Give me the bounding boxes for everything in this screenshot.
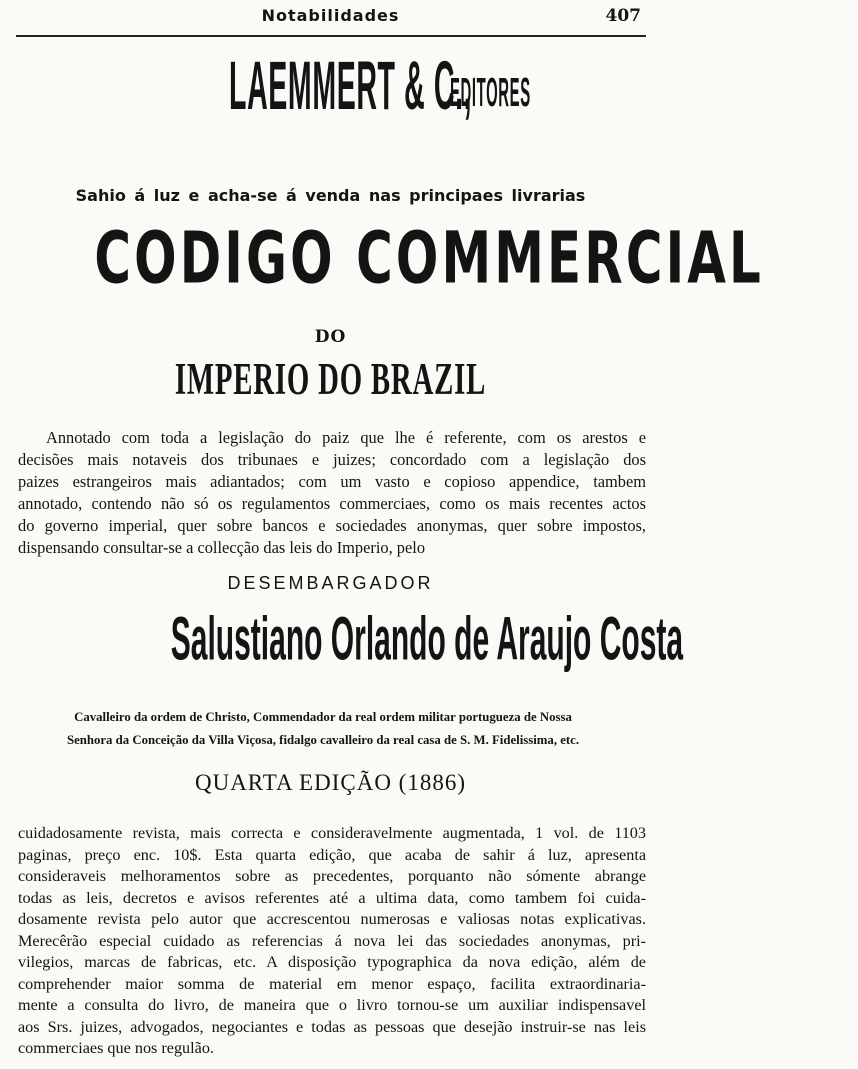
author-name — [0, 604, 684, 674]
header-rule — [16, 35, 646, 37]
edition-line: vilegios, marcas de fabricas, etc. A disposição typographica da nova edição, além de — [18, 953, 646, 971]
edition-line: cuidadosamente revista, mais correcta e consideravelmente augmentada, 1 vol. de 1103 — [18, 824, 646, 842]
honours-line: Cavalleiro da ordem de Christo, Commendador da real ordem militar portugueza de Nossa — [74, 710, 572, 724]
edition-line: dosamente revista pelo autor que accrescentou numerosas e valiosas notas explicativas. — [18, 910, 646, 928]
description-line: paizes estrangeiros mais adiantados; com um vasto e copioso appendice, tambem — [18, 472, 646, 491]
description-line: decisões mais notaveis dos tribunaes e juizes; concordado com a legislação dos — [18, 450, 646, 469]
description-line: dispensando consultar-se a collecção das leis do Imperio, pelo — [18, 538, 426, 557]
running-head — [0, 6, 661, 30]
publisher-role: EDITORES — [450, 70, 532, 117]
edition-line: todas as leis, decretos e avisos referentes até a ultima data, como tambem foi cuida- — [18, 888, 646, 907]
description-line: annotado, contendo não só os regulamentos commerciaes, como os mais recentes actos — [18, 494, 646, 513]
edition-line: comprehender maior somma de material em menor espaço, facilita extraordinaria- — [18, 974, 646, 993]
book-title — [0, 217, 764, 301]
author-designation: DESEMBARGADOR — [227, 573, 434, 593]
publisher-name: LAEMMERT & C., — [229, 46, 473, 124]
edition-line: paginas, preço enc. 10$. Esta quarta edição, que acaba de sahir á luz, apresenta — [18, 845, 646, 864]
running-title: Notabilidades — [261, 6, 400, 25]
book-subtitle-text: IMPERIO DO BRAZIL — [174, 354, 487, 404]
author-name-text: Salustiano Orlando de Araujo Costa — [170, 604, 684, 674]
description-paragraph — [18, 427, 646, 559]
edition-line: consideraveis melhoramentos sobre as precedentes, porquanto não sómente abrange — [18, 867, 646, 885]
publisher-heading — [0, 46, 661, 124]
edition-line: aos Srs. juizes, advogados, negociantes e todas as pessoas que desejão instruir-se nas leis — [18, 1017, 646, 1036]
honours-line: Senhora da Conceição da Villa Viçosa, fidalgo cavalleiro da real casa de S. M. Fidelissima, etc. — [66, 733, 580, 747]
edition-line: Merecêrão especial cuidado as referencias á nova lei das sociedades anonymas, pri- — [18, 931, 646, 950]
page-number: 407 — [605, 6, 641, 26]
description-line: do governo imperial, quer sobre bancos e sociedades anonymas, quer sobre impostos, — [18, 516, 646, 535]
book-title-text: CODIGO COMMERCIAL — [94, 217, 764, 301]
edition-line: mente a consulta do livro, de maneira que o livro tornou-se um auxiliar indispensavel — [18, 996, 646, 1014]
author-honours — [18, 706, 628, 752]
intro-line: Sahio á luz e acha-se á venda nas principaes livrarias — [75, 186, 586, 205]
edition-heading: QUARTA EDIÇÃO (1886) — [194, 770, 467, 795]
edition-line: commerciaes que nos regulão. — [18, 1039, 214, 1057]
title-conjunction: DO — [314, 327, 347, 347]
edition-paragraph — [18, 823, 646, 1060]
description-line: Annotado com toda a legislação do paiz que lhe é referente, com os arestos e — [46, 428, 646, 447]
book-subtitle — [0, 354, 661, 404]
